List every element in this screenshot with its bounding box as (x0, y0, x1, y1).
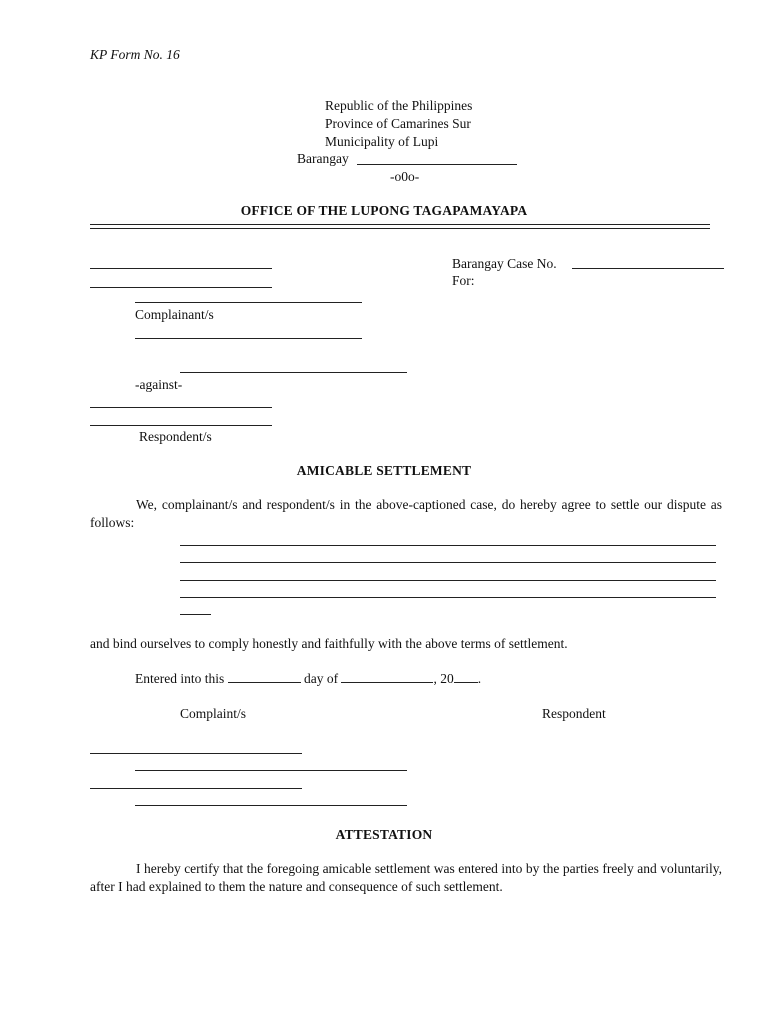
caption-line-2[interactable] (90, 287, 272, 288)
terms-line-3[interactable] (180, 580, 716, 581)
respondents-label: Respondent/s (139, 429, 212, 444)
signature-line-3[interactable] (90, 788, 302, 789)
entered-prefix: Entered into this (135, 671, 225, 686)
header-municipality: Municipality of Lupi (325, 134, 439, 149)
terms-line-4[interactable] (180, 597, 716, 598)
settlement-title: AMICABLE SETTLEMENT (296, 463, 472, 478)
sign-respondent-label: Respondent (542, 706, 606, 721)
against-label: -against- (135, 377, 183, 392)
caption-line-1[interactable] (90, 268, 272, 269)
terms-line-1[interactable] (180, 545, 716, 546)
entered-year-prefix: , 20 (433, 671, 454, 686)
header-republic: Republic of the Philippines (325, 98, 473, 113)
header-barangay-label: Barangay (297, 151, 349, 166)
double-rule-divider (90, 224, 710, 229)
terms-line-5[interactable] (180, 614, 211, 615)
month-blank[interactable] (341, 670, 433, 683)
entered-into-line (135, 670, 481, 687)
year-blank[interactable] (454, 670, 478, 683)
bind-text: and bind ourselves to comply honestly and faithfully with the above terms of settlement. (90, 636, 568, 651)
respondent-line-2[interactable] (90, 425, 272, 426)
header-province: Province of Camarines Sur (325, 116, 471, 131)
attestation-title: ATTESTATION (335, 827, 433, 842)
case-number-blank[interactable] (572, 268, 724, 269)
signature-line-1[interactable] (90, 753, 302, 754)
office-title: OFFICE OF THE LUPONG TAGAPAMAYAPA (240, 203, 528, 218)
complainants-label: Complainant/s (135, 307, 214, 322)
terms-line-2[interactable] (180, 562, 716, 563)
signature-line-4[interactable] (135, 805, 407, 806)
signature-line-2[interactable] (135, 770, 407, 771)
attestation-text: I hereby certify that the foregoing amicable settlement was entered into by the parties freely and voluntarily, after I had explained to them the nature and consequence of such settlement. (90, 861, 722, 894)
form-number: KP Form No. 16 (90, 47, 180, 62)
entered-end: . (477, 671, 482, 686)
header-ornament: -o0o- (390, 169, 420, 184)
entered-day-of: day of (303, 671, 339, 686)
day-blank[interactable] (228, 670, 301, 683)
sign-complainants-label: Complaint/s (180, 706, 247, 721)
case-for-label: For: (452, 273, 475, 288)
settlement-intro: We, complainant/s and respondent/s in the above-captioned case, do hereby agree to settle our dispute as follows: (90, 497, 722, 530)
party-line-3[interactable] (180, 372, 407, 373)
barangay-blank-line[interactable] (357, 164, 517, 165)
complainant-line-2[interactable] (135, 338, 362, 339)
case-number-label: Barangay Case No. (452, 256, 557, 271)
respondent-line-1[interactable] (90, 407, 272, 408)
complainant-line-1[interactable] (135, 302, 362, 303)
